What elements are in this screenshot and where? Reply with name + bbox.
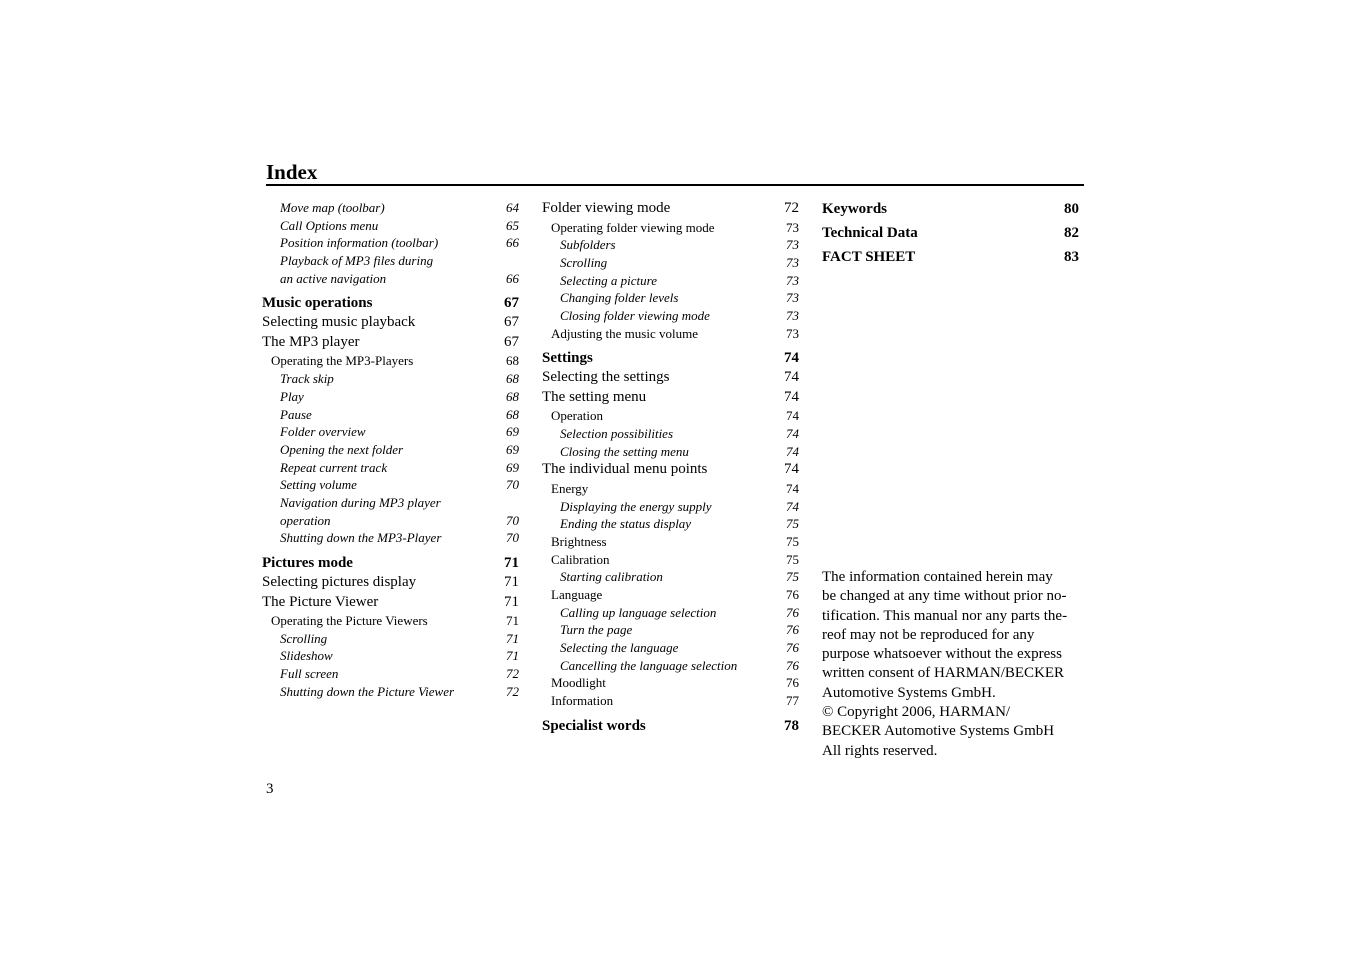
- index-entry-page: 73: [786, 219, 799, 235]
- index-entry-page: 64: [506, 200, 519, 215]
- index-section-heading: [822, 247, 1079, 268]
- index-entry: [262, 665, 519, 683]
- index-entry: [262, 529, 519, 547]
- index-entry-page: 70: [506, 512, 519, 528]
- index-entry-page: 74: [786, 480, 799, 496]
- index-entry-page: 71: [504, 574, 519, 590]
- index-entry-page: 73: [786, 237, 799, 253]
- index-entry-page: 68: [506, 388, 519, 404]
- index-entry: [262, 199, 519, 217]
- index-entry-label: Music operations: [262, 295, 373, 312]
- index-entry: [262, 406, 519, 424]
- index-entry: [542, 219, 799, 237]
- index-entry-label: Track skip: [280, 371, 334, 387]
- index-entry: [542, 657, 799, 675]
- index-entry-label: Starting calibration: [560, 569, 663, 585]
- index-entry-page: 68: [506, 371, 519, 387]
- index-entry: [542, 443, 799, 461]
- index-entry-page: 75: [786, 533, 799, 549]
- index-entry-label: Settings: [542, 350, 593, 367]
- index-entry-label: Shutting down the Picture Viewer: [280, 683, 455, 699]
- index-entry: [262, 370, 519, 388]
- index-entry: [542, 254, 799, 272]
- index-entry-label: Operating the Picture Viewers: [271, 613, 428, 628]
- index-entry-page: 71: [504, 555, 519, 571]
- index-entry-label: Keywords: [822, 201, 887, 217]
- index-entry: [542, 236, 799, 254]
- index-entry: [262, 476, 519, 494]
- index-entry-label: an active navigation: [280, 270, 387, 286]
- index-section-heading: [822, 223, 1079, 244]
- index-entry-label: Moodlight: [551, 675, 606, 691]
- index-entry-page: 76: [786, 622, 799, 638]
- index-entry-label: Folder overview: [280, 424, 366, 440]
- index-entry-label: Calibration: [551, 551, 610, 567]
- index-entry: [262, 683, 519, 701]
- index-entry-label: Move map (toolbar): [280, 200, 385, 215]
- index-entry-label: operation: [280, 512, 331, 528]
- index-entry: [542, 272, 799, 290]
- index-entry-page: 74: [784, 461, 799, 478]
- index-entry-page: 68: [506, 406, 519, 422]
- index-entry: [262, 270, 519, 288]
- index-entry-page: 76: [786, 604, 799, 620]
- index-entry: [262, 217, 519, 235]
- index-entry: [542, 368, 799, 388]
- index-entry: [542, 199, 799, 219]
- index-entry: [542, 639, 799, 657]
- index-entry-label: Repeat current track: [280, 459, 388, 475]
- index-entry-label: Specialist words: [542, 717, 646, 734]
- index-entry-page: 68: [506, 353, 519, 369]
- index-entry-label: Call Options menu: [280, 217, 379, 233]
- index-column-1: [262, 199, 519, 700]
- index-entry: [542, 621, 799, 639]
- index-entry-label: Scrolling: [560, 254, 608, 270]
- index-entry-label: Turn the page: [560, 622, 633, 638]
- index-section-heading: [542, 717, 799, 736]
- index-entry: [542, 388, 799, 408]
- index-entry-label: Selecting a picture: [560, 272, 657, 288]
- index-entry: [542, 460, 799, 480]
- index-entry-page: 83: [1064, 249, 1079, 265]
- index-section-heading: [262, 554, 519, 573]
- index-entry: [262, 333, 519, 353]
- index-entry-page: 66: [506, 270, 519, 286]
- index-entry-page: 80: [1064, 201, 1079, 217]
- index-entry-page: 72: [506, 666, 519, 682]
- index-entry: [262, 388, 519, 406]
- index-entry-label: Slideshow: [280, 648, 333, 664]
- page-number: 3: [266, 781, 274, 797]
- index-entry: [542, 586, 799, 604]
- index-entry-page: 69: [506, 441, 519, 457]
- index-entry: [262, 612, 519, 630]
- index-entry-page: 75: [786, 516, 799, 532]
- index-entry-label: Scrolling: [280, 630, 328, 646]
- index-entry-page: 71: [506, 630, 519, 646]
- index-entry-page: 75: [786, 569, 799, 585]
- index-entry-page: 65: [506, 217, 519, 233]
- index-entry-label: Selecting music playback: [262, 314, 416, 331]
- index-entry: [542, 692, 799, 710]
- index-entry-label: Folder viewing mode: [542, 200, 671, 216]
- index-entry: [542, 674, 799, 692]
- index-entry-label: Position information (toolbar): [280, 235, 439, 251]
- index-entry-label: Setting volume: [280, 477, 357, 493]
- index-entry: [262, 252, 519, 270]
- legal-line: The information contained herein may: [822, 569, 1053, 585]
- index-entry-page: 67: [504, 295, 519, 312]
- index-entry-page: 69: [506, 424, 519, 440]
- index-entry: [262, 459, 519, 477]
- index-entry: [542, 307, 799, 325]
- index-entry: [262, 573, 519, 593]
- index-entry-label: The individual menu points: [542, 461, 708, 478]
- index-entry-page: 74: [786, 498, 799, 514]
- legal-line: purpose whatsoever without the express: [822, 646, 1062, 663]
- index-entry-label: The Picture Viewer: [262, 593, 379, 610]
- index-entry-label: Displaying the energy supply: [560, 498, 712, 514]
- index-entry: [262, 313, 519, 333]
- index-entry-page: 71: [506, 613, 519, 628]
- index-entry-label: Technical Data: [822, 225, 918, 241]
- index-entry-page: 74: [786, 443, 799, 459]
- index-entry-page: 76: [786, 675, 799, 691]
- index-entry-page: 75: [786, 551, 799, 567]
- index-entry: [542, 407, 799, 425]
- index-entry-label: Subfolders: [560, 237, 616, 253]
- index-entry-label: Information: [551, 693, 614, 709]
- legal-line: reof may not be reproduced for any: [822, 626, 1035, 643]
- index-entry-page: 77: [786, 693, 799, 709]
- index-section-heading: [822, 199, 1079, 220]
- legal-line: be changed at any time without prior no-: [822, 588, 1067, 605]
- index-entry-page: 70: [506, 477, 519, 493]
- index-entry-label: Operation: [551, 408, 603, 424]
- index-entry-label: Cancelling the language selection: [560, 657, 738, 673]
- index-entry-page: 74: [784, 388, 799, 405]
- index-entry-label: FACT SHEET: [822, 249, 916, 265]
- index-entry-page: 74: [784, 369, 799, 386]
- index-entry-label: Operating folder viewing mode: [551, 219, 715, 235]
- legal-line: tification. This manual nor any parts the-: [822, 607, 1068, 624]
- index-entry-page: 76: [786, 657, 799, 673]
- index-entry-label: The MP3 player: [262, 333, 360, 350]
- index-entry-label: Ending the status display: [560, 516, 692, 532]
- index-entry-label: Shutting down the MP3-Player: [280, 530, 442, 546]
- legal-notice: [822, 568, 1084, 761]
- index-entry: [542, 289, 799, 307]
- index-entry: [542, 498, 799, 516]
- index-entry-page: 72: [506, 683, 519, 699]
- index-entry-page: 69: [506, 459, 519, 475]
- index-entry-label: Brightness: [551, 533, 607, 549]
- index-entry-page: 78: [784, 717, 799, 734]
- index-entry: [542, 551, 799, 569]
- index-entry-page: 82: [1064, 225, 1079, 241]
- index-entry-label: Selecting the language: [560, 640, 679, 656]
- index-entry: [542, 480, 799, 498]
- index-entry-page: 73: [786, 290, 799, 306]
- index-section-heading: [542, 349, 799, 368]
- index-entry: [262, 441, 519, 459]
- index-entry-label: Closing the setting menu: [560, 443, 689, 459]
- index-entry-label: Pictures mode: [262, 555, 353, 571]
- index-entry: [542, 325, 799, 343]
- index-entry: [262, 352, 519, 370]
- index-entry: [262, 647, 519, 665]
- index-entry-page: 73: [786, 307, 799, 323]
- page-title: Index: [266, 160, 318, 184]
- index-entry: [262, 423, 519, 441]
- index-column-2: [542, 199, 799, 736]
- legal-line: © Copyright 2006, HARMAN/: [822, 704, 1011, 721]
- index-entry-page: 73: [786, 272, 799, 288]
- index-entry-label: Navigation during MP3 player: [280, 494, 441, 510]
- legal-line: All rights reserved.: [822, 742, 938, 759]
- index-entry-label: Selecting the settings: [542, 369, 670, 386]
- legal-line: Automotive Systems GmbH.: [822, 684, 996, 701]
- index-entry: [262, 630, 519, 648]
- index-entry-label: Energy: [551, 480, 589, 496]
- title-rule: [266, 184, 1084, 186]
- index-entry: [542, 515, 799, 533]
- index-entry-label: Pause: [280, 406, 312, 422]
- index-entry: [542, 604, 799, 622]
- index-entry-page: 73: [786, 254, 799, 270]
- index-entry-label: Play: [280, 388, 304, 404]
- index-entry-label: Language: [551, 587, 603, 602]
- index-entry: [542, 533, 799, 551]
- index-entry-label: Opening the next folder: [280, 441, 404, 457]
- index-entry-label: Closing folder viewing mode: [560, 307, 710, 323]
- index-entry-page: 70: [506, 530, 519, 546]
- index-entry-label: Calling up language selection: [560, 604, 717, 620]
- index-entry-label: Changing folder levels: [560, 290, 679, 306]
- index-entry: [542, 568, 799, 586]
- index-entry-label: Full screen: [280, 666, 339, 682]
- index-entry-page: 71: [504, 593, 519, 610]
- index-entry-page: 72: [784, 200, 799, 216]
- index-entry-page: 74: [784, 350, 799, 367]
- index-entry: [542, 425, 799, 443]
- index-entry-page: 76: [786, 587, 799, 602]
- index-entry: [262, 494, 519, 512]
- index-entry-label: Selecting pictures display: [262, 574, 417, 590]
- index-entry-page: 67: [504, 333, 519, 350]
- index-entry-label: Adjusting the music volume: [551, 325, 698, 341]
- index-section-heading: [262, 294, 519, 313]
- index-entry-page: 74: [786, 408, 799, 424]
- index-entry: [262, 234, 519, 252]
- index-entry-page: 66: [506, 235, 519, 251]
- index-entry-label: Selection possibilities: [560, 426, 674, 441]
- index-entry-page: 71: [506, 648, 519, 664]
- index-entry-page: 73: [786, 325, 799, 341]
- index-column-3: [822, 199, 1079, 268]
- index-entry-page: 74: [786, 426, 799, 441]
- index-entry-page: 76: [786, 640, 799, 656]
- index-entry: [262, 512, 519, 530]
- legal-line: BECKER Automotive Systems GmbH: [822, 723, 1055, 740]
- index-entry-label: The setting menu: [542, 388, 647, 405]
- index-entry-label: Playback of MP3 files during: [280, 253, 434, 269]
- index-entry: [262, 593, 519, 613]
- index-entry-label: Operating the MP3-Players: [271, 353, 414, 369]
- index-entry-page: 67: [504, 314, 519, 331]
- legal-line: written consent of HARMAN/BECKER: [822, 665, 1065, 682]
